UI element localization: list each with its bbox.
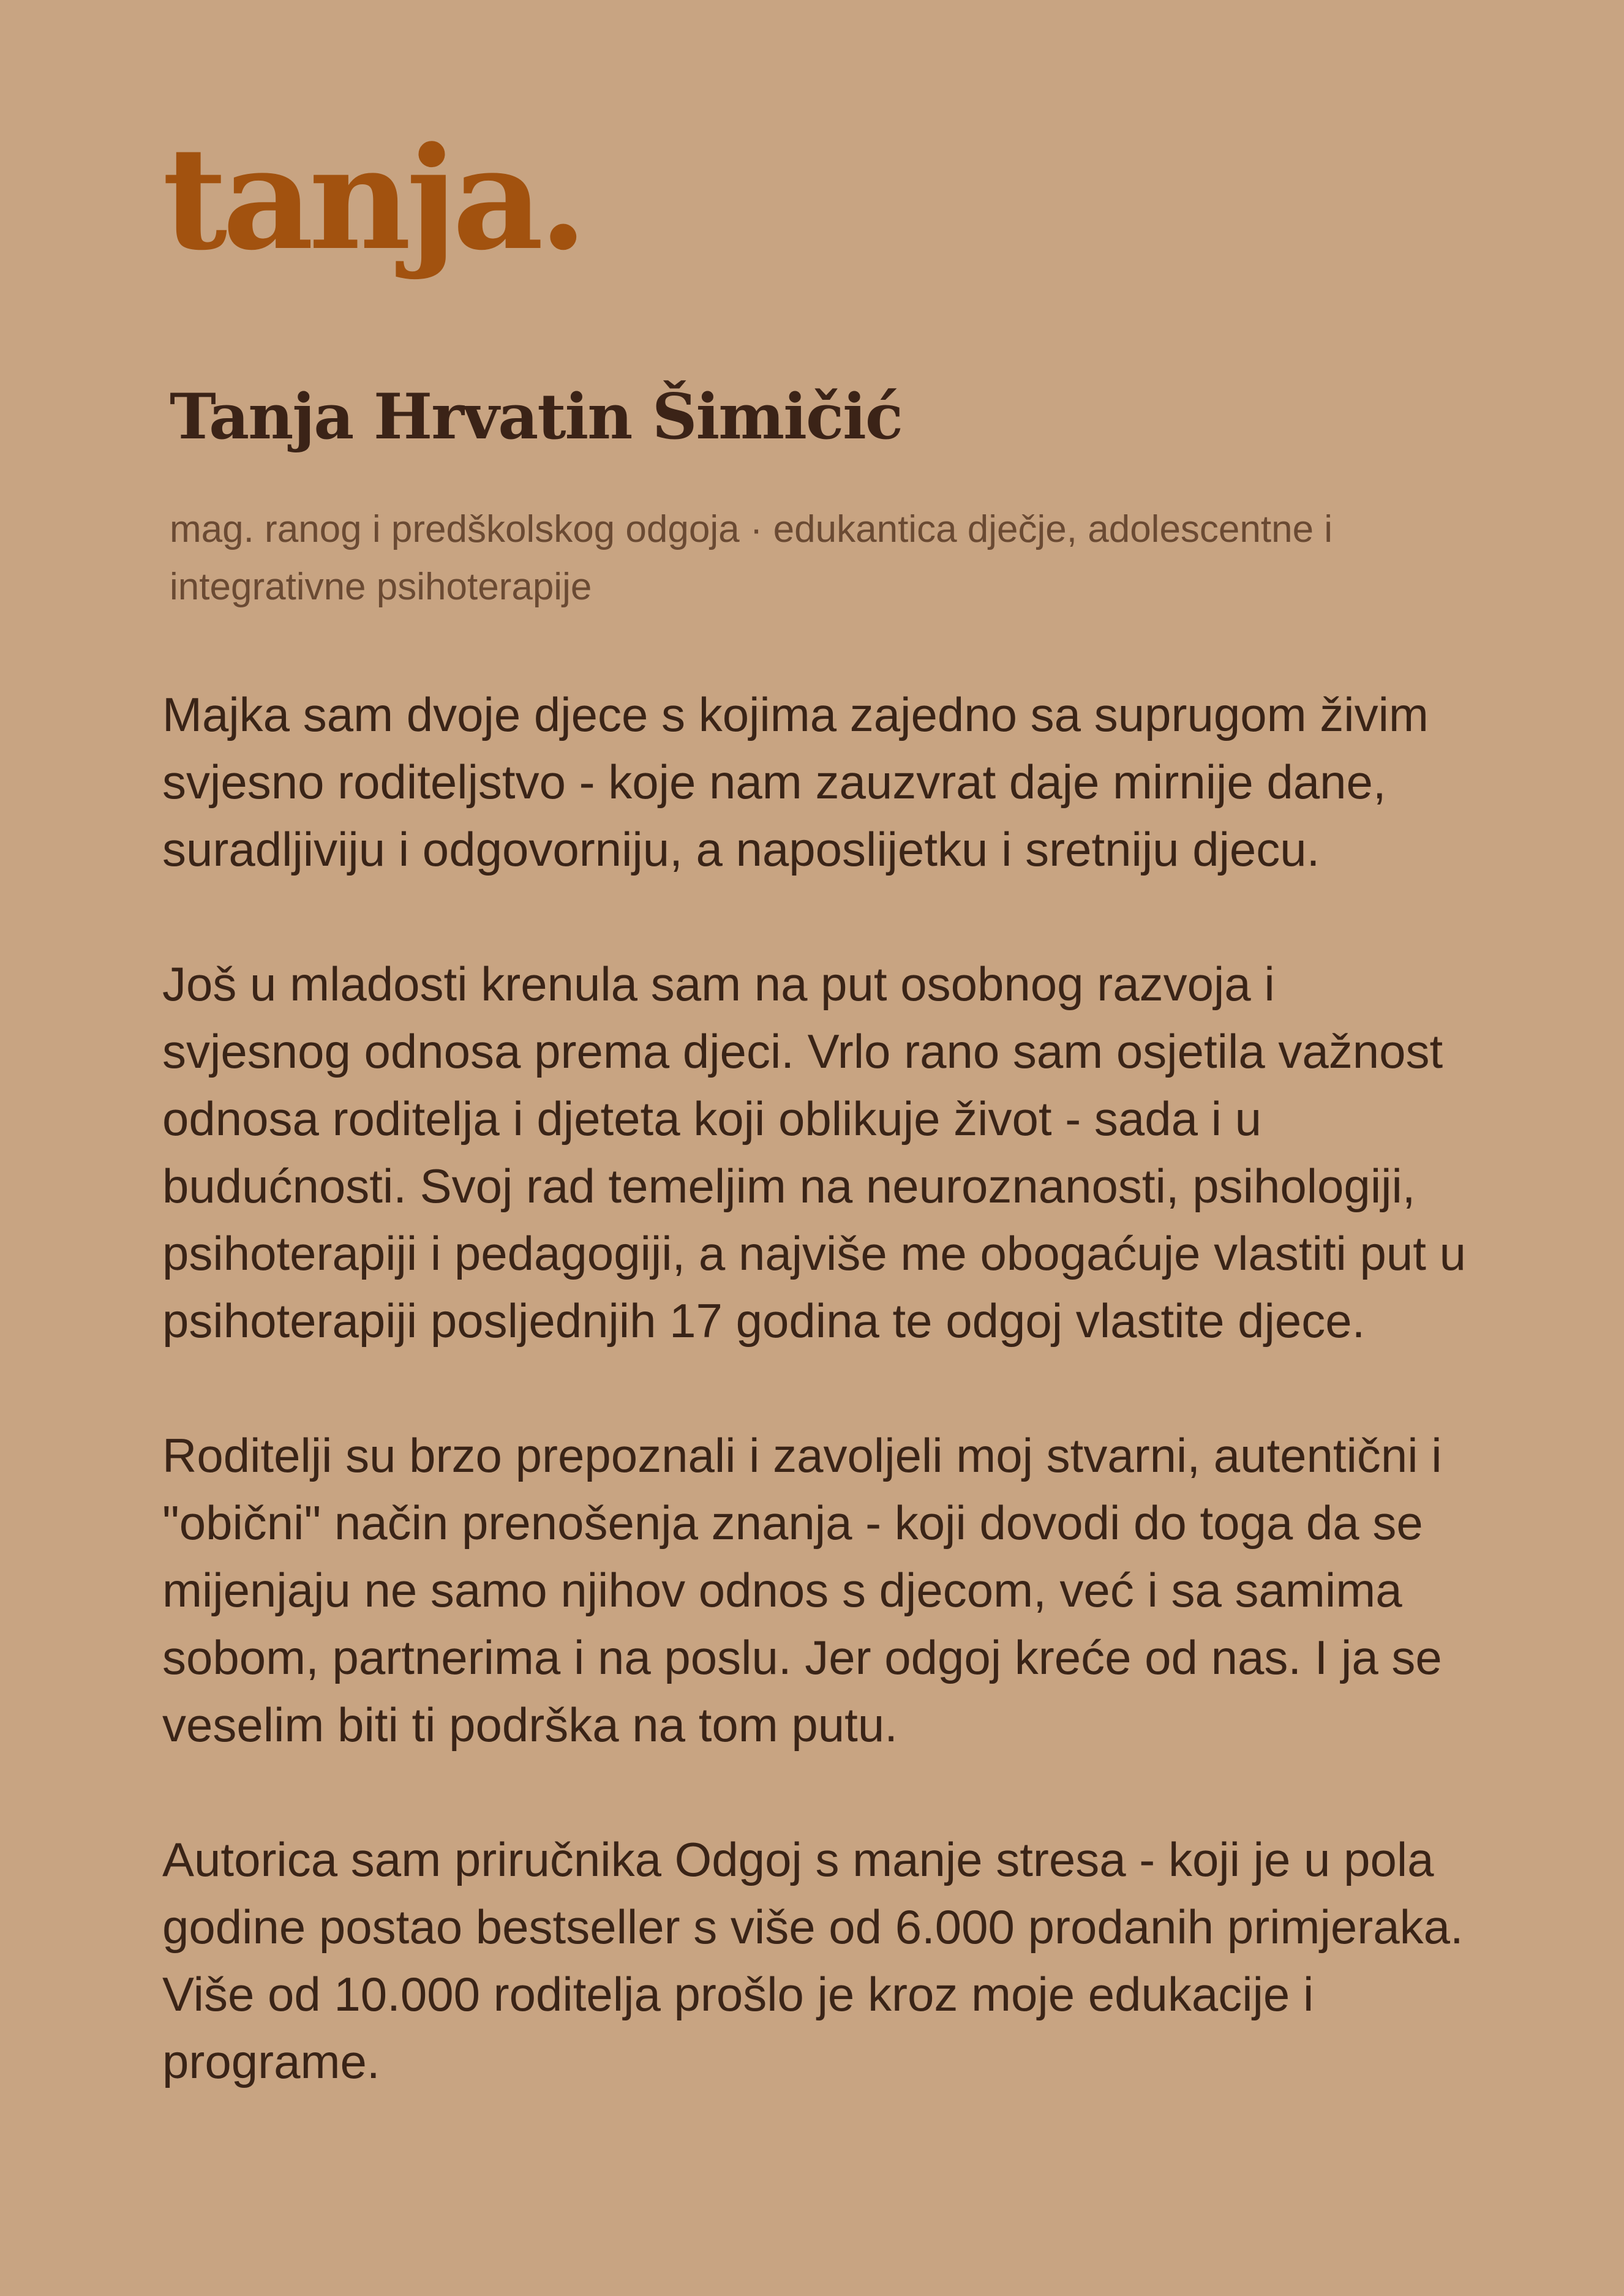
bio-text [162,681,1473,2163]
bio-paragraph-3: Roditelji su brzo prepoznali i zavoljeli moj stvarni, autentični i "obični" način prenošenja znanja - koji dovodi do toga da se mijenjaju ne samo njihov odnos s djecom, već i sa samima sobom, partnerima i na poslu. Jer odgoj kreće od nas. I ja se veselim biti ti podrška na tom putu. [162,1428,1442,1752]
bio-paragraph-2: Još u mladosti krenula sam na put osobnog razvoja i svjesnog odnosa prema djeci. Vrlo rano sam osjetila važnost odnosa roditelja i djeteta koji oblikuje život - sada i u budućnosti. Svoj rad temeljim na neuroznanosti, psihologiji, psihoterapiji i pedagogiji, a najviše me obogaćuje vlastiti put u psihoterapiji posljednjih 17 godina te odgoj vlastite djece. [162,957,1466,1348]
bio-paragraph-4: Autorica sam priručnika Odgoj s manje stresa - koji je u pola godine postao bestseller s više od 6.000 prodanih primjeraka. Više od 10.000 roditelja prošlo je kroz moje edukacije i programe. [162,1833,1464,2088]
bio-paragraph-1: Majka sam dvoje djece s kojima zajedno sa suprugom živim svjesno roditeljstvo - koje nam zauzvrat daje mirnije dane, suradljiviju i odgovorniju, a naposlijetku i sretniju djecu. [162,688,1429,876]
author-name: Tanja Hrvatin Šimičić [170,380,902,454]
brand-logo: tanja. [162,116,583,282]
author-credentials: mag. ranog i predškolskog odgoja · edukantica dječje, adolescentne i integrativne psihoterapije [170,508,1333,608]
